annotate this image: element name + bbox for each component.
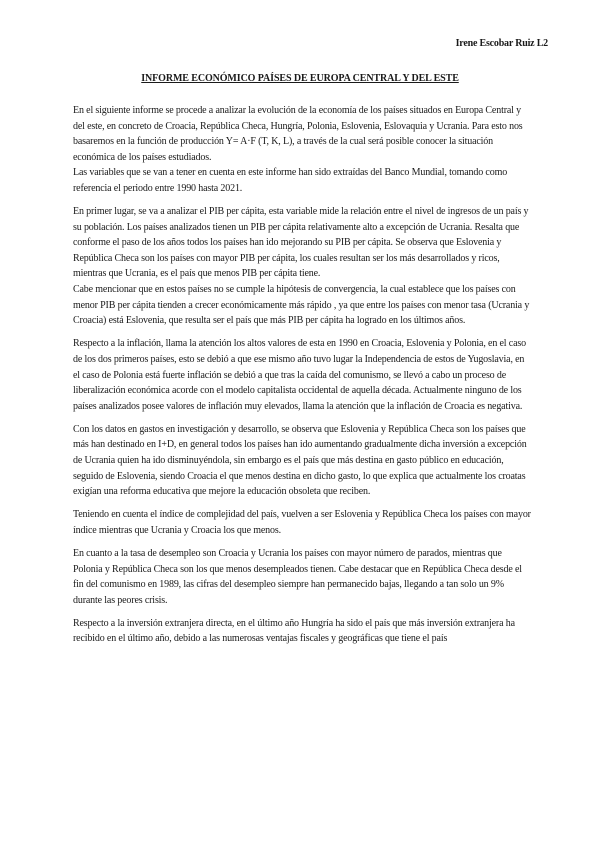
paragraph-inflacion: Respecto a la inflación, llama la atención los altos valores de esta en 1990 en Croacia, Eslovenia y Polonia, en el caso de los dos primeros países, esto se debió a que ese mismo año tuvo lugar la Independencia de estos de Yugoslavia, en el caso de Polonia está fuerte inflación se debió a que tras la caída del comunismo, se llevó a cabo un proceso de liberalización económica acorde con el modelo capitalista occidental de aquella década. Actualmente ninguno de los países analizados posee valores de inflación muy elevados, llama la atención que la inflación de Croacia es negativa. [73,338,526,412]
document-body [73,103,531,655]
paragraph-id: Con los datos en gastos en investigación y desarrollo, se observa que Eslovenia y República Checa son los países que más han destinado en I+D, en general todos los países han ido aumentando gradualmente dicha inversión a excepción de Ucrania quien ha ido disminuyéndola, sin embargo es el país que más destina en gasto público en educación, seguido de Eslovenia, siendo Croacia el que menos destina en dicho gasto, lo que explica que actualmente los croatas exigían una reforma educativa que mejore la educación obsoleta que reciben. [73,423,527,498]
author-header: Irene Escobar Ruiz L2 [455,38,548,49]
paragraph-complejidad: Teniendo en cuenta el índice de complejidad del país, vuelven a ser Eslovenia y República Checa los países con mayor índice mientras que Ucrania y Croacia los que menos. [73,509,531,536]
paragraph-pib: En primer lugar, se va a analizar el PIB per cápita, esta variable mide la relación entre el nivel de ingresos de un país y su población. Los países analizados tienen un PIB per cápita relativamente alto a excepción de Ucrania. Resalta que conforme el paso de los años todos los países han ido mejorando su PIB per cápita. Se observa que Eslovenia y República Checa son los países con mayor PIB per cápita, los cuales resultan ser los más desarrollados y ricos, mientras que Ucrania, es el país que menos PIB per cápita tiene. Cabe mencionar que en estos países no se cumple la hipótesis de convergencia, la cual establece que los países con menor PIB per cápita tienden a crecer económicamente más rápido , ya que entre los países con menor tasa (Ucrania y Croacia) está Eslovenia, que resulta ser el país que más PIB per cápita ha logrado en los últimos años. [73,206,530,327]
paragraph-desempleo: En cuanto a la tasa de desempleo son Croacia y Ucrania los países con mayor número de parados, mientras que Polonia y República Checa son los que menos desempleados tienen. Cabe destacar que en República Checa desde el fin del comunismo en 1989, las cifras del desempleo siempre han permanecido bajas, llegando a tan solo un 9% durante las peores crisis. [73,547,522,606]
paragraph-inversion: Respecto a la inversión extranjera directa, en el último año Hungría ha sido el país que más inversión extranjera ha recibido en el último año, debido a las numerosas ventajas fiscales y geográficas que tiene el país [73,617,515,645]
paragraph-intro: En el siguiente informe se procede a analizar la evolución de la economía de los países situados en Europa Central y del este, en concreto de Croacia, República Checa, Hungría, Polonia, Eslovenia, Eslovaquia y Ucrania. Para esto nos basaremos en la función de producción Y= A·F (T, K, L), a través de la cual será posible conocer la situación económica de los países estudiados. Las variables que se van a tener en cuenta en este informe han sido extraídas del Banco Mundial, tomando como referencia el periodo entre 1990 hasta 2021. [73,105,523,194]
document-title: INFORME ECONÓMICO PAÍSES DE EUROPA CENTRAL Y DEL ESTE [141,73,459,84]
